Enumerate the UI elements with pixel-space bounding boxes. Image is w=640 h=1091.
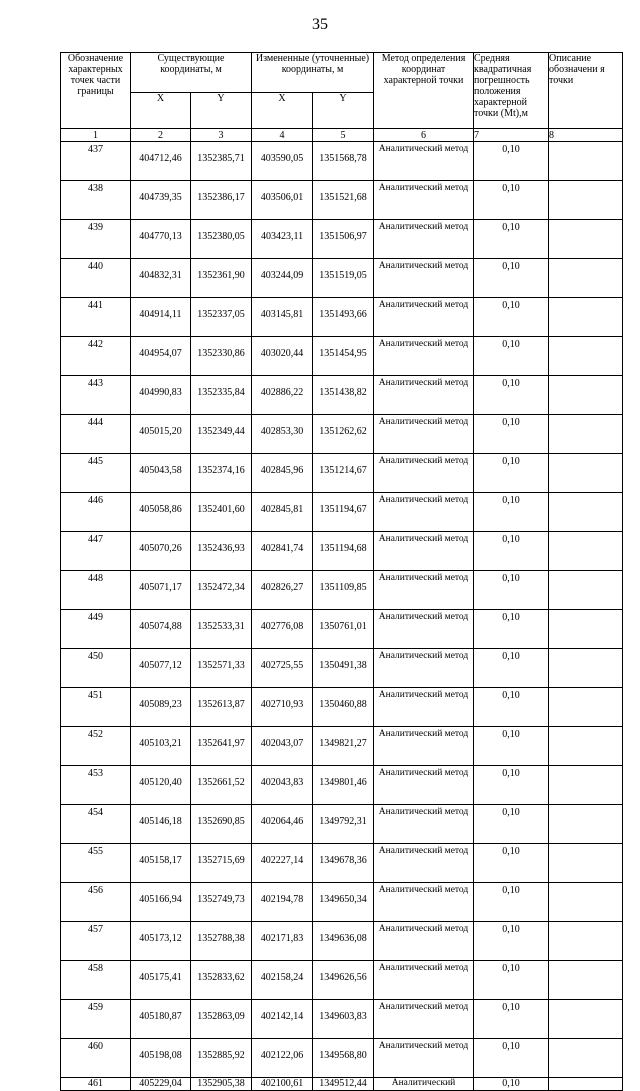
point-number: 443 [61,376,131,415]
error-value: 0,10 [474,220,549,259]
existing-x-value: 405175,41 [131,961,191,1000]
existing-x-value: 405173,12 [131,922,191,961]
existing-y-value: 1352385,71 [191,142,252,181]
point-number: 440 [61,259,131,298]
description-value [549,844,623,883]
table-row [61,181,623,220]
existing-x-value: 405198,08 [131,1039,191,1078]
table-row [61,649,623,688]
header-mean-square-error: Средняя квадратичная погрешность положения характерной точки (Mt),м [474,53,549,129]
table-row [61,142,623,181]
point-number: 453 [61,766,131,805]
error-value: 0,10 [474,337,549,376]
header-existing-coordinates: Существующие координаты, м [131,53,252,93]
changed-y-value: 1349512,44 [313,1078,374,1091]
method-value: Аналитический метод [374,142,474,181]
existing-y-value: 1352337,05 [191,298,252,337]
changed-y-value: 1351519,05 [313,259,374,298]
description-value [549,805,623,844]
existing-x-value: 404954,07 [131,337,191,376]
method-value: Аналитический метод [374,337,474,376]
changed-y-value: 1350491,38 [313,649,374,688]
description-value [549,337,623,376]
error-value: 0,10 [474,259,549,298]
header-changed-y: Y [313,93,374,129]
method-value: Аналитический метод [374,649,474,688]
error-value: 0,10 [474,181,549,220]
error-value: 0,10 [474,1078,549,1091]
changed-x-value: 402043,83 [252,766,313,805]
point-number: 461 [61,1078,131,1091]
method-value: Аналитический метод [374,571,474,610]
changed-x-value: 403423,11 [252,220,313,259]
method-value: Аналитический метод [374,376,474,415]
changed-y-value: 1351454,95 [313,337,374,376]
changed-y-value: 1349650,34 [313,883,374,922]
description-value [549,1039,623,1078]
method-value: Аналитический метод [374,454,474,493]
changed-x-value: 402710,93 [252,688,313,727]
changed-x-value: 402826,27 [252,571,313,610]
point-number: 441 [61,298,131,337]
point-number: 444 [61,415,131,454]
point-number: 442 [61,337,131,376]
point-number: 439 [61,220,131,259]
description-value [549,298,623,337]
table-row [61,259,623,298]
changed-y-value: 1350761,01 [313,610,374,649]
description-value [549,415,623,454]
existing-y-value: 1352613,87 [191,688,252,727]
existing-x-value: 405070,26 [131,532,191,571]
point-number: 450 [61,649,131,688]
changed-y-value: 1350460,88 [313,688,374,727]
changed-x-value: 402725,55 [252,649,313,688]
method-value: Аналитический метод [374,805,474,844]
existing-y-value: 1352749,73 [191,883,252,922]
existing-y-value: 1352380,05 [191,220,252,259]
changed-x-value: 402100,61 [252,1078,313,1091]
table-row [61,688,623,727]
changed-x-value: 402142,14 [252,1000,313,1039]
description-value [549,883,623,922]
column-number: 4 [252,129,313,142]
method-value: Аналитический метод [374,961,474,1000]
table-row [61,727,623,766]
changed-y-value: 1351568,78 [313,142,374,181]
existing-y-value: 1352386,17 [191,181,252,220]
table-row [61,571,623,610]
method-value: Аналитический метод [374,493,474,532]
table-row [61,883,623,922]
error-value: 0,10 [474,415,549,454]
error-value: 0,10 [474,688,549,727]
existing-x-value: 404832,31 [131,259,191,298]
header-point-description: Описание обозначени я точки [549,53,623,129]
description-value [549,727,623,766]
method-value: Аналитический метод [374,220,474,259]
changed-y-value: 1351438,82 [313,376,374,415]
error-value: 0,10 [474,961,549,1000]
changed-x-value: 402171,83 [252,922,313,961]
method-value: Аналитический метод [374,610,474,649]
description-value [549,259,623,298]
existing-y-value: 1352715,69 [191,844,252,883]
description-value [549,454,623,493]
changed-x-value: 403145,81 [252,298,313,337]
description-value [549,649,623,688]
header-changed-x: X [252,93,313,129]
point-number: 459 [61,1000,131,1039]
table-row [61,961,623,1000]
changed-x-value: 403020,44 [252,337,313,376]
page-number: 35 [312,16,328,33]
method-value: Аналитический метод [374,532,474,571]
column-number: 1 [61,129,131,142]
error-value: 0,10 [474,571,549,610]
changed-y-value: 1351493,66 [313,298,374,337]
point-number: 455 [61,844,131,883]
point-number: 454 [61,805,131,844]
changed-x-value: 403506,01 [252,181,313,220]
changed-x-value: 402853,30 [252,415,313,454]
method-value: Аналитический метод [374,766,474,805]
existing-y-value: 1352833,62 [191,961,252,1000]
existing-x-value: 405229,04 [131,1078,191,1091]
description-value [549,571,623,610]
error-value: 0,10 [474,493,549,532]
existing-x-value: 405120,40 [131,766,191,805]
changed-y-value: 1351214,67 [313,454,374,493]
point-number: 446 [61,493,131,532]
existing-x-value: 405103,21 [131,727,191,766]
error-value: 0,10 [474,727,549,766]
error-value: 0,10 [474,532,549,571]
description-value [549,142,623,181]
point-number: 457 [61,922,131,961]
table-row [61,1078,623,1091]
error-value: 0,10 [474,649,549,688]
existing-y-value: 1352335,84 [191,376,252,415]
description-value [549,610,623,649]
existing-x-value: 404712,46 [131,142,191,181]
existing-x-value: 405089,23 [131,688,191,727]
table-row [61,415,623,454]
changed-y-value: 1349792,31 [313,805,374,844]
table-row [61,766,623,805]
table-row [61,805,623,844]
existing-x-value: 405071,17 [131,571,191,610]
existing-x-value: 404739,35 [131,181,191,220]
point-number: 448 [61,571,131,610]
changed-x-value: 402841,74 [252,532,313,571]
description-value [549,961,623,1000]
existing-y-value: 1352401,60 [191,493,252,532]
column-number: 8 [549,129,623,142]
error-value: 0,10 [474,883,549,922]
table-row [61,844,623,883]
existing-y-value: 1352571,33 [191,649,252,688]
changed-y-value: 1351262,62 [313,415,374,454]
existing-y-value: 1352885,92 [191,1039,252,1078]
changed-x-value: 403244,09 [252,259,313,298]
existing-y-value: 1352436,93 [191,532,252,571]
changed-x-value: 402064,46 [252,805,313,844]
description-value [549,766,623,805]
point-number: 445 [61,454,131,493]
existing-x-value: 405074,88 [131,610,191,649]
existing-x-value: 404990,83 [131,376,191,415]
header-method: Метод определения координат характерной точки [374,53,474,129]
error-value: 0,10 [474,142,549,181]
method-value: Аналитический метод [374,922,474,961]
existing-y-value: 1352472,34 [191,571,252,610]
existing-y-value: 1352788,38 [191,922,252,961]
changed-x-value: 402886,22 [252,376,313,415]
point-number: 438 [61,181,131,220]
existing-x-value: 405058,86 [131,493,191,532]
error-value: 0,10 [474,1000,549,1039]
table-row [61,1039,623,1078]
error-value: 0,10 [474,454,549,493]
table-row [61,220,623,259]
table-body [61,142,623,1091]
description-value [549,1000,623,1039]
column-number: 2 [131,129,191,142]
point-number: 460 [61,1039,131,1078]
table-row [61,610,623,649]
changed-y-value: 1351194,68 [313,532,374,571]
error-value: 0,10 [474,610,549,649]
changed-x-value: 402158,24 [252,961,313,1000]
point-number: 452 [61,727,131,766]
method-value: Аналитический метод [374,844,474,883]
column-number: 7 [474,129,549,142]
changed-y-value: 1351521,68 [313,181,374,220]
method-value: Аналитический метод [374,298,474,337]
table-row [61,532,623,571]
changed-y-value: 1351194,67 [313,493,374,532]
method-value: Аналитический метод [374,883,474,922]
header-point-designation: Обозначение характерных точек части границы [61,53,131,129]
changed-x-value: 402845,81 [252,493,313,532]
existing-y-value: 1352533,31 [191,610,252,649]
error-value: 0,10 [474,766,549,805]
description-value [549,688,623,727]
table-row [61,454,623,493]
table-row [61,922,623,961]
changed-x-value: 402194,78 [252,883,313,922]
changed-y-value: 1349678,36 [313,844,374,883]
existing-y-value: 1352690,85 [191,805,252,844]
error-value: 0,10 [474,922,549,961]
changed-x-value: 402043,07 [252,727,313,766]
existing-y-value: 1352641,97 [191,727,252,766]
existing-x-value: 404770,13 [131,220,191,259]
method-value: Аналитический метод [374,1039,474,1078]
point-number: 458 [61,961,131,1000]
error-value: 0,10 [474,844,549,883]
error-value: 0,10 [474,298,549,337]
existing-y-value: 1352661,52 [191,766,252,805]
existing-x-value: 405158,17 [131,844,191,883]
changed-y-value: 1351109,85 [313,571,374,610]
existing-x-value: 405166,94 [131,883,191,922]
existing-x-value: 405043,58 [131,454,191,493]
header-existing-y: Y [191,93,252,129]
existing-y-value: 1352330,86 [191,337,252,376]
changed-x-value: 402845,96 [252,454,313,493]
existing-x-value: 405077,12 [131,649,191,688]
changed-y-value: 1349568,80 [313,1039,374,1078]
existing-y-value: 1352349,44 [191,415,252,454]
changed-y-value: 1349821,27 [313,727,374,766]
changed-x-value: 403590,05 [252,142,313,181]
existing-y-value: 1352374,16 [191,454,252,493]
error-value: 0,10 [474,1039,549,1078]
method-value: Аналитический метод [374,688,474,727]
method-value: Аналитический метод [374,727,474,766]
changed-x-value: 402122,06 [252,1039,313,1078]
description-value [549,1078,623,1091]
method-value: Аналитический метод [374,1000,474,1039]
table-row [61,337,623,376]
description-value [549,493,623,532]
column-number: 3 [191,129,252,142]
description-value [549,181,623,220]
table-row [61,1000,623,1039]
existing-x-value: 405015,20 [131,415,191,454]
description-value [549,532,623,571]
method-value: Аналитический метод [374,181,474,220]
error-value: 0,10 [474,376,549,415]
column-number: 5 [313,129,374,142]
point-number: 451 [61,688,131,727]
coordinates-table [60,52,623,1091]
header-changed-coordinates: Измененные (уточненные) координаты, м [252,53,374,93]
method-value: Аналитический метод [374,259,474,298]
existing-y-value: 1352863,09 [191,1000,252,1039]
changed-x-value: 402776,08 [252,610,313,649]
column-number: 6 [374,129,474,142]
description-value [549,922,623,961]
table-row [61,493,623,532]
method-value: Аналитический [374,1078,474,1091]
point-number: 456 [61,883,131,922]
existing-x-value: 404914,11 [131,298,191,337]
description-value [549,220,623,259]
changed-y-value: 1349603,83 [313,1000,374,1039]
point-number: 447 [61,532,131,571]
table-row [61,298,623,337]
changed-y-value: 1349636,08 [313,922,374,961]
point-number: 449 [61,610,131,649]
existing-y-value: 1352361,90 [191,259,252,298]
existing-y-value: 1352905,38 [191,1078,252,1091]
changed-y-value: 1351506,97 [313,220,374,259]
table-row [61,376,623,415]
description-value [549,376,623,415]
point-number: 437 [61,142,131,181]
changed-x-value: 402227,14 [252,844,313,883]
error-value: 0,10 [474,805,549,844]
changed-y-value: 1349801,46 [313,766,374,805]
existing-x-value: 405146,18 [131,805,191,844]
method-value: Аналитический метод [374,415,474,454]
changed-y-value: 1349626,56 [313,961,374,1000]
existing-x-value: 405180,87 [131,1000,191,1039]
header-existing-x: X [131,93,191,129]
